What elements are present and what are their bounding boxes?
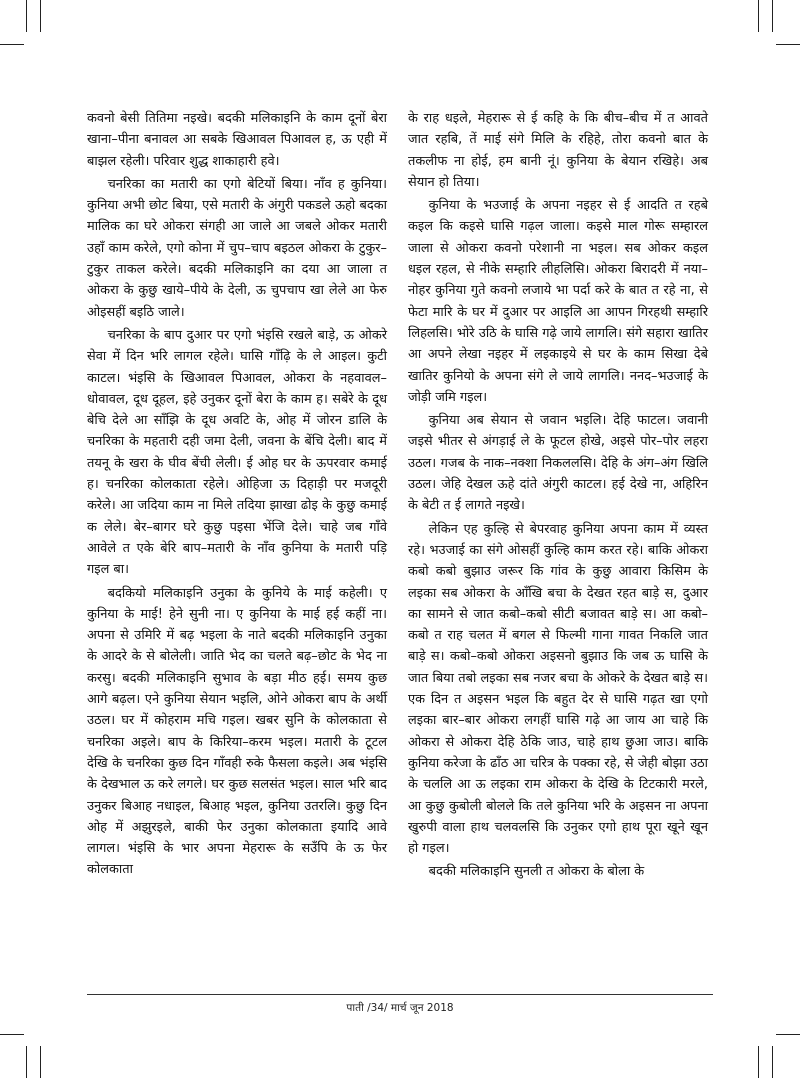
page-footer: पाती /34/ मार्च जून 2018: [346, 1002, 454, 1014]
crop-mark-top-left-vertical-2: [40, 0, 41, 32]
paragraph: लेकिन एह कुल्हि से बेपरवाह कुनिया अपना काम में व्यस्त रहे। भउजाई का संगे ओसहीं कुल्हि काम करत रहे। बाकि ओकरा कबो कबो बुझाउ जरूर कि गांव के कुछु आवारा किसिम के लइका सब ओकरा के आँखि बचा के देखत रहत बाड़े स, दुआर का सामने से जात कबो–कबो सीटी बजावत बाड़े स। आ कबो–कबो त राह चलत में बगल से फिल्मी गाना गावत निकलि जात बाड़े स। कबो–कबो ओकरा अइसनो बुझाउ कि जब ऊ घासि के जात बिया तबो लइका सब नजर बचा के ओकरे के देखत बाड़े स। एक दिन त अइसन भइल कि बहुत देर से घासि गढ़त खा एगो लइका बार–बार ओकरा लगहीं घासि गढ़े आ जाय आ चाहे कि ओकरा से ओकरा देहि ठेकि जाउ, चाहे हाथ छुआ जाउ। बाकि कुनिया करेजा के ढाँठ आ चरित्र के पक्का रहे, से जेही बोझा उठा के चललि आ ऊ लइका राम ओकरा के देखि के टिटकारी मरले, आ कुछु कुबोली बोलले कि तले कुनिया भरि के अइसन ना अपना खुरुपी वाला हाथ चलवलसि कि उनुकर एगो हाथ पूरा खूने खून हो गइल।: [408, 521, 708, 857]
paragraph: चनरिका के बाप दुआर पर एगो भंइसि रखले बाड़े, ऊ ओकरे सेवा में दिन भरि लागल रहेले। घासि गाँढ़ि के ले आइल। कुटी काटल। भंइसि के खिआवल पिआवल, ओकरा के नहवावल–धोवावल, दूध दूहल, इहे उनुकर दूनों बेरा के काम ह। सबेरे के दूध बेचि देले आ साँझि के दूध अवटि के, ओह में जोरन डालि के चनरिका के महतारी दही जमा देली, जवना के बेंचि देली। बाद में तयनू के खरा के घीव बेंची लेली। ई ओह घर के ऊपरवार कमाई ह। चनरिका कोलकाता रहेले। ओहिजा ऊ दिहाड़ी पर मजदूरी करेले। आ जदिया काम ना मिले तदिया झाखा ढोइ के कुछु कमाई क लेले। बेर–बागर घरे कुछु पइसा भेंजि देले। चाहे जब गाँवे आवेले त एके बेरि बाप–मतारी के नाँव कुनिया के मतारी पड़ि गइल बा।: [87, 327, 387, 578]
paragraph: के राह धइले, मेहरारू से ई कहि के कि बीच–बीच में त आवते जात रहबि, तें माई संगे मिलि के रहिहे, तोरा कवनो बात के तकलीफ ना होई, हम बानी नूं। कुनिया के बेयान रखिहे। अब सेयान हो तिया।: [408, 111, 708, 190]
paragraph: कुनिया के भउजाई के अपना नइहर से ई आदति त रहबे कइल कि कइसे घासि गढ़ल जाला। कइसे माल गोरू सम्हारल जाला से ओकरा कवनो परेशानी ना भइल। सब ओकर कइल धइल रहल, से नीके सम्हारि लीहलिसि। ओकरा बिरादरी में नया–नोहर कुनिया गुते कवनो लजाये भा पर्दा करे के बात त रहे ना, से फेटा मारि के घर में दुआर पर आइलि आ आपन गिरहथी सम्हारि लिहलसि। भोरे उठि के घासि गढ़े जाये लागलि। संगे सहारा खातिर आ अपने लेखा नइहर में लइकाइये से घर के काम सिखा देबे खातिर कुनियो के अपना संगे ले जाये लागलि। ननद–भउजाई के जोड़ी जमि गइल।: [408, 198, 708, 405]
paragraph: बदकी मलिकाइनि सुनली त ओकरा के बोला के: [428, 864, 645, 880]
crop-mark-bottom-right-vertical-2: [772, 1046, 773, 1078]
footer-rule: [87, 994, 713, 995]
paragraph: बदकियो मलिकाइनि उनुका के कुनिये के माई कहेली। ए कुनिया के माई! हेने सुनी ना। ए कुनिया के माई हई कहीं ना। अपना से उमिरि में बढ़ भइला के नाते बदकी मलिकाइनि उनुका के आदरे के से बोलेली। जाति भेद का चलते बढ़–छोट के भेद ना करसु। बदकी मलिकाइनि सुभाव के बड़ा मीठ हई। समय कुछ आगे बढ़ल। एने कुनिया सेयान भइलि, ओने ओकरा बाप के अर्थी उठल। घर में कोहराम मचि गइल। खबर सुनि के कोलकाता से चनरिका अइले। बाप के किरिया–करम भइल। मतारी के टूटल देखि के चनरिका कुछ दिन गाँवही रुके फैसला कइले। अब भंइसि के देखभाल ऊ करे लगले। घर कुछ सलसंत भइल। साल भरि बाद उनुकर बिआह नधाइल, बिआह भइल, कुनिया उतरलि। कुछु दिन ओह में अझुरइले, बाकी फेर उनुका कोलकाता इयादि आवे लागल। भंइसि के भार अपना मेहरारू के सउँपि के ऊ फेर कोलकाता: [87, 585, 387, 878]
crop-mark-bottom-right-vertical: [758, 1046, 759, 1078]
paragraph: कुनिया अब सेयान से जवान भइलि। देहि फाटल। जवानी जइसे भीतर से अंगड़ाई ले के फूटल होखे, अइसे पोर–पोर लहरा उठल। गजब के नाक–नक्शा निकललसि। देहि के अंग–अंग खिलि उठल। जेहि देखल ऊहे दांते अंगुरी काटल। हई देखे ना, अहिरिन के बेटी त ई लागते नइखे।: [408, 413, 708, 514]
right-text-column: [408, 108, 708, 885]
crop-mark-top-left-vertical: [26, 0, 27, 32]
crop-mark-bottom-right-horizontal: [776, 1034, 800, 1035]
left-text-column: [87, 108, 387, 883]
crop-mark-bottom-left-horizontal: [0, 1034, 24, 1035]
crop-mark-bottom-left-vertical-2: [40, 1046, 41, 1078]
crop-mark-bottom-left-vertical: [26, 1046, 27, 1078]
crop-mark-top-right-horizontal: [776, 44, 800, 45]
paragraph: कवनो बेसी तितिमा नइखे। बदकी मलिकाइनि के काम दूनों बेरा खाना–पीना बनावल आ सबके खिआवल पिआवल ह, ऊ एही में बाझल रहेली। परिवार शुद्ध शाकाहारी हवे।: [87, 111, 387, 169]
crop-mark-top-left-horizontal: [0, 44, 24, 45]
crop-mark-top-right-vertical-2: [772, 0, 773, 32]
crop-mark-top-right-vertical: [758, 0, 759, 32]
paragraph: चनरिका का मतारी का एगो बेटियों बिया। नाँव ह कुनिया। कुनिया अभी छोट बिया, एसे मतारी के अंगुरी पकडले ऊहो बदका मालिक का घरे ओकरा संगही आ जाले आ जबले ओकर मतारी उहाँ काम करेले, एगो कोना में चुप–चाप बइठल ओकरा के टुकुर–टुकुर ताकल करेले। बदकी मलिकाइनि का दया आ जाला त ओकरा के कुछु खाये–पीये के देली, ऊ चुपचाप खा लेले आ फेरु ओइसहीं बइठि जाले।: [87, 176, 387, 320]
